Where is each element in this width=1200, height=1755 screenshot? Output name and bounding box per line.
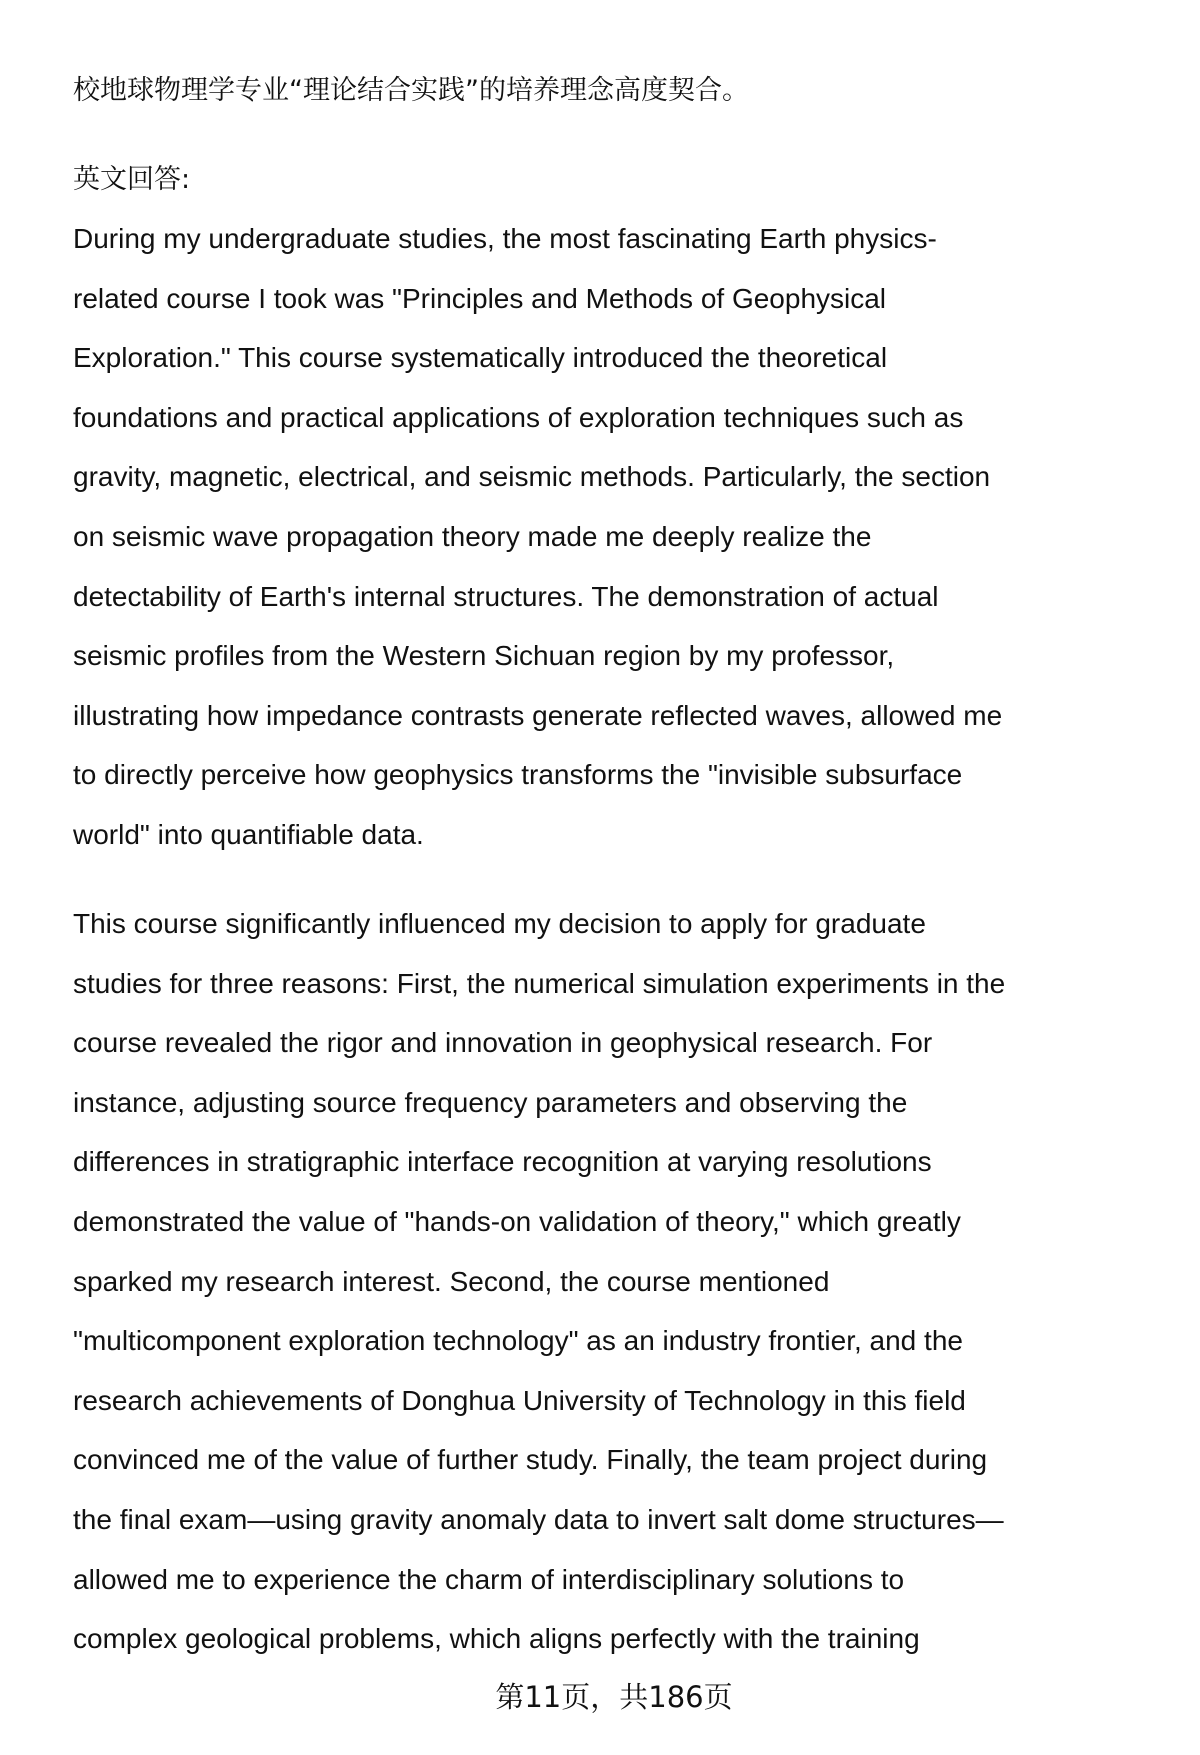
text-line: foundations and practical applications of exploration techniques such as	[73, 401, 964, 433]
text-line: instance, adjusting source frequency parameters and observing the	[73, 1086, 908, 1118]
text-line: related course I took was "Principles and Methods of Geophysical	[73, 282, 887, 314]
section-heading: 英文回答:	[73, 164, 191, 195]
text-line: world" into quantifiable data.	[73, 819, 424, 850]
text-line: convinced me of the value of further study. Finally, the team project during	[73, 1444, 988, 1476]
text-line: research achievements of Donghua University of Technology in this field	[73, 1384, 966, 1416]
text-line: illustrating how impedance contrasts generate reflected waves, allowed me	[73, 699, 1003, 731]
text-line: demonstrated the value of "hands-on validation of theory," which greatly	[73, 1206, 961, 1237]
text-line: course revealed the rigor and innovation in geophysical research. For	[73, 1027, 933, 1059]
text-line: gravity, magnetic, electrical, and seismic methods. Particularly, the section	[73, 461, 991, 493]
text-line: the final exam—using gravity anomaly data to invert salt dome structures—	[73, 1504, 1004, 1535]
text-line: allowed me to experience the charm of interdisciplinary solutions to	[73, 1563, 905, 1595]
text-line: This course significantly influenced my decision to apply for graduate	[73, 908, 926, 939]
page-number-footer: 第11页，共186页	[495, 1680, 733, 1714]
text-line: "multicomponent exploration technology" as an industry frontier, and the	[73, 1325, 963, 1357]
text-line: sparked my research interest. Second, the course mentioned	[73, 1265, 830, 1297]
text-line: to directly perceive how geophysics transforms the "invisible subsurface	[73, 759, 963, 791]
text-line: detectability of Earth's internal structures. The demonstration of actual	[73, 580, 939, 612]
intro-line: 校地球物理学专业“理论结合实践”的培养理念高度契合。	[73, 75, 749, 106]
text-line: differences in stratigraphic interface recognition at varying resolutions	[73, 1146, 932, 1178]
text-line: seismic profiles from the Western Sichuan region by my professor,	[73, 640, 895, 672]
text-line: Exploration." This course systematically introduced the theoretical	[73, 342, 888, 374]
text-line: studies for three reasons: First, the numerical simulation experiments in the	[73, 967, 1006, 999]
text-line: on seismic wave propagation theory made me deeply realize the	[73, 521, 872, 552]
text-line: During my undergraduate studies, the most fascinating Earth physics-	[73, 223, 937, 254]
text-line: complex geological problems, which aligns perfectly with the training	[73, 1623, 920, 1655]
